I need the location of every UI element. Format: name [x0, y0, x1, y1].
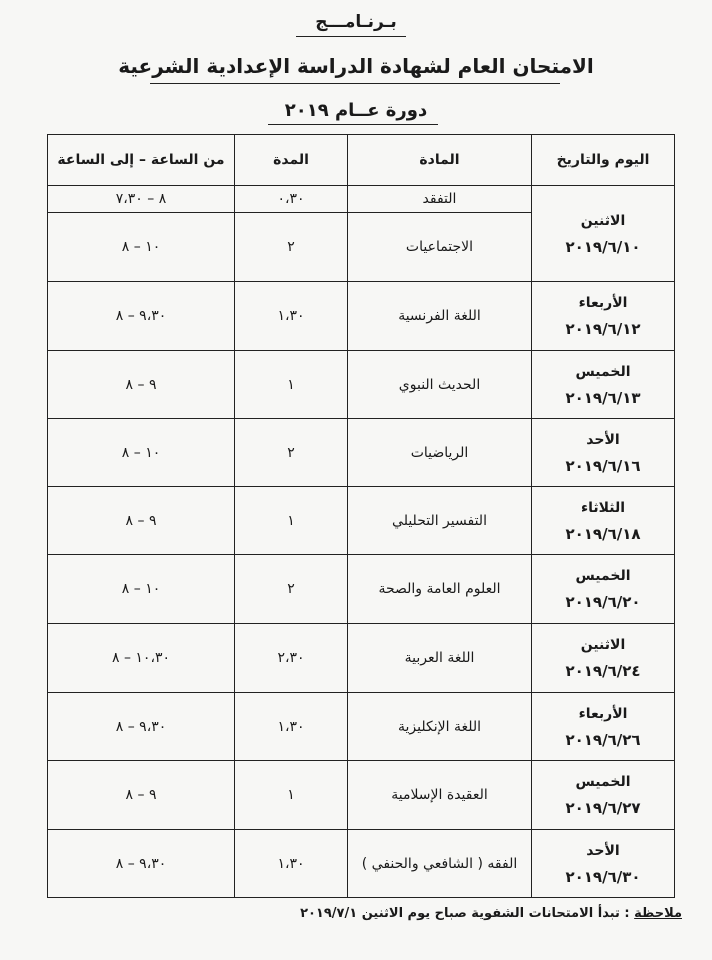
time-cell: ١٠ – ٨	[48, 419, 235, 487]
column-header-day-date: اليوم والتاريخ	[532, 135, 675, 186]
table-row	[48, 282, 675, 351]
table-header-row	[48, 135, 675, 186]
table-row	[48, 555, 675, 624]
document-title: بـرنـامـــج	[315, 12, 397, 32]
time-cell: ٩ – ٨	[48, 351, 235, 419]
time-cell: ٨ – ٧،٣٠	[48, 186, 235, 213]
day-cell	[532, 487, 675, 555]
day-cell	[532, 693, 675, 761]
subject-cell: التفسير التحليلي	[348, 487, 532, 555]
time-cell: ٩ – ٨	[48, 487, 235, 555]
day-name: الأحد	[586, 842, 620, 859]
day-cell	[532, 419, 675, 487]
subject-cell: العقيدة الإسلامية	[348, 761, 532, 830]
duration-cell: ١،٣٠	[235, 282, 348, 351]
table-row	[48, 351, 675, 419]
duration-cell: ١	[235, 351, 348, 419]
subject-cell: العلوم العامة والصحة	[348, 555, 532, 624]
duration-cell: ٢	[235, 555, 348, 624]
day-cell	[532, 555, 675, 624]
duration-cell: ٠،٣٠	[235, 186, 348, 213]
time-cell: ١٠ – ٨	[48, 555, 235, 624]
exam-date: ٢٠١٩/٦/١٨	[565, 524, 641, 543]
table-row	[48, 419, 675, 487]
exam-date: ٢٠١٩/٦/١٣	[565, 388, 641, 407]
day-cell	[532, 830, 675, 898]
table-row	[48, 693, 675, 761]
note-label: ملاحظة	[634, 906, 682, 921]
table-row	[48, 761, 675, 830]
subtitle-underline	[150, 83, 560, 84]
day-name: الخميس	[575, 568, 631, 584]
duration-cell: ١،٣٠	[235, 693, 348, 761]
exam-date: ٢٠١٩/٦/٢٠	[565, 593, 641, 611]
subject-cell: التفقد	[348, 186, 532, 213]
subject-cell: الفقه ( الشافعي والحنفي )	[348, 830, 532, 898]
time-cell: ٩،٣٠ – ٨	[48, 693, 235, 761]
footer-note	[300, 906, 682, 921]
time-cell: ١٠،٣٠ – ٨	[48, 624, 235, 693]
subject-cell: اللغة العربية	[348, 624, 532, 693]
table-row	[48, 624, 675, 693]
day-name: الأربعاء	[578, 295, 628, 311]
subject-cell: اللغة الفرنسية	[348, 282, 532, 351]
column-header-duration: المدة	[235, 135, 348, 186]
duration-cell: ٢	[235, 213, 348, 282]
duration-cell: ٢،٣٠	[235, 624, 348, 693]
exam-schedule-table	[47, 134, 675, 898]
day-name: الاثنين	[580, 212, 626, 229]
day-name: الأحد	[586, 431, 620, 448]
table-row	[48, 830, 675, 898]
session-underline	[268, 124, 438, 125]
day-name: الأربعاء	[578, 705, 628, 722]
day-cell	[532, 282, 675, 351]
exam-date: ٢٠١٩/٦/٢٦	[565, 730, 641, 749]
duration-cell: ١	[235, 487, 348, 555]
duration-cell: ٢	[235, 419, 348, 487]
day-cell	[532, 351, 675, 419]
document-subtitle: الامتحان العام لشهادة الدراسة الإعدادية الشرعية	[118, 54, 594, 78]
column-header-subject: المادة	[348, 135, 532, 186]
day-name: الاثنين	[580, 637, 626, 653]
note-text: : تبدأ الامتحانات الشفوية صباح يوم الاثنين ٢٠١٩/٧/١	[300, 906, 630, 921]
time-cell: ٩،٣٠ – ٨	[48, 282, 235, 351]
subject-cell: الرياضيات	[348, 419, 532, 487]
time-cell: ٩ – ٨	[48, 761, 235, 830]
time-cell: ١٠ – ٨	[48, 213, 235, 282]
subject-cell: اللغة الإنكليزية	[348, 693, 532, 761]
title-underline	[296, 36, 406, 37]
subject-cell: الاجتماعيات	[348, 213, 532, 282]
exam-date: ٢٠١٩/٦/٢٧	[565, 799, 641, 817]
exam-date: ٢٠١٩/٦/٣٠	[565, 867, 641, 886]
day-name: الثلاثاء	[580, 499, 626, 516]
duration-cell: ١،٣٠	[235, 830, 348, 898]
column-header-time: من الساعة – إلى الساعة	[48, 135, 235, 186]
subject-cell: الحديث النبوي	[348, 351, 532, 419]
exam-date: ٢٠١٩/٦/١٦	[565, 456, 641, 475]
session-label: دورة عــام ٢٠١٩	[284, 100, 428, 121]
time-cell: ٩،٣٠ – ٨	[48, 830, 235, 898]
day-name: الخميس	[575, 774, 631, 790]
day-cell	[532, 624, 675, 693]
exam-date: ٢٠١٩/٦/١٢	[565, 320, 641, 338]
table-row	[48, 186, 675, 213]
day-cell	[532, 186, 675, 282]
exam-date: ٢٠١٩/٦/٢٤	[565, 662, 641, 680]
table-row	[48, 487, 675, 555]
day-name: الخميس	[575, 363, 631, 380]
day-cell	[532, 761, 675, 830]
exam-date: ٢٠١٩/٦/١٠	[565, 237, 641, 256]
duration-cell: ١	[235, 761, 348, 830]
